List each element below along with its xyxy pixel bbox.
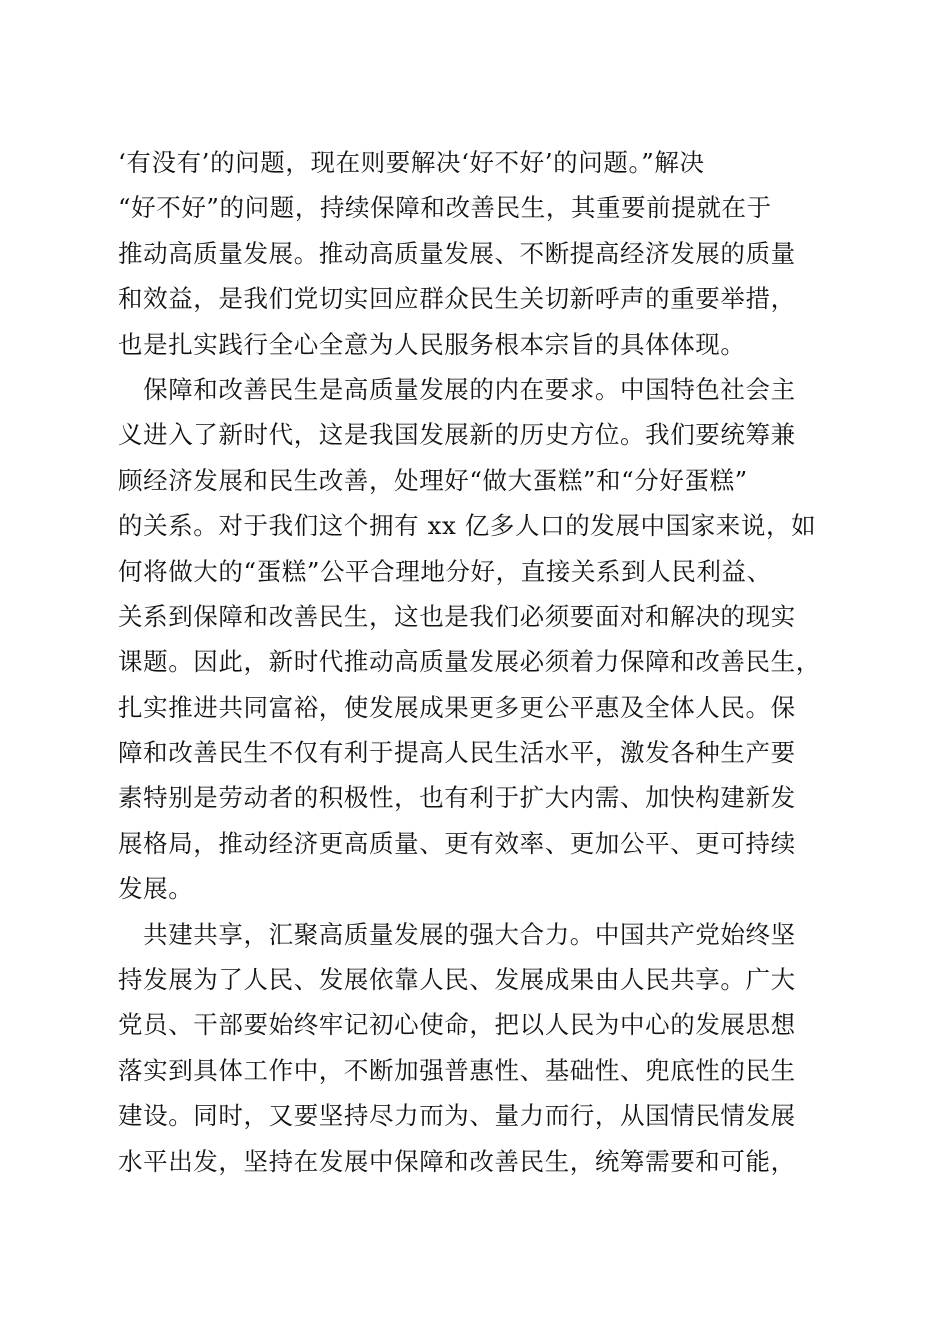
text-line: “好不好”的问题，持续保障和改善民生，其重要前提就在于 bbox=[118, 193, 772, 223]
text-line: 义进入了新时代，这是我国发展新的历史方位。我们要统筹兼 bbox=[118, 420, 796, 450]
text-line: 发展。 bbox=[118, 874, 194, 904]
text-line: 课题。因此，新时代推动高质量发展必须着力保障和改善民生， bbox=[118, 647, 821, 677]
text-line: 共建共享，汇聚高质量发展的强大合力。中国共产党始终坚 bbox=[118, 919, 796, 949]
text-line: 障和改善民生不仅有利于提高人民生活水平，激发各种生产要 bbox=[118, 738, 796, 768]
text-line: 关系到保障和改善民生，这也是我们必须要面对和解决的现实 bbox=[118, 601, 796, 631]
text-line: 的关系。对于我们这个拥有 xx 亿多人口的发展中国家来说，如 bbox=[118, 511, 817, 541]
text-line: 和效益，是我们党切实回应群众民生关切新呼声的重要举措， bbox=[118, 284, 796, 314]
text-line: 建设。同时，又要坚持尽力而为、量力而行，从国情民情发展 bbox=[118, 1101, 796, 1131]
text-line: 推动高质量发展。推动高质量发展、不断提高经济发展的质量 bbox=[118, 238, 796, 268]
text-line: 扎实推进共同富裕，使发展成果更多更公平惠及全体人民。保 bbox=[118, 692, 796, 722]
text-line: 党员、干部要始终牢记初心使命，把以人民为中心的发展思想 bbox=[118, 1010, 796, 1040]
text-line: 持发展为了人民、发展依靠人民、发展成果由人民共享。广大 bbox=[118, 965, 796, 995]
text-line: 素特别是劳动者的积极性，也有利于扩大内需、加快构建新发 bbox=[118, 783, 796, 813]
text-line: 展格局，推动经济更高质量、更有效率、更加公平、更可持续 bbox=[118, 828, 796, 858]
text-line: 水平出发，坚持在发展中保障和改善民生，统筹需要和可能， bbox=[118, 1146, 796, 1176]
text-line: 落实到具体工作中，不断加强普惠性、基础性、兜底性的民生 bbox=[118, 1055, 796, 1085]
text-line: 何将做大的“蛋糕”公平合理地分好，直接关系到人民利益、 bbox=[118, 556, 772, 586]
text-line: 保障和改善民生是高质量发展的内在要求。中国特色社会主 bbox=[118, 374, 796, 404]
text-line: ‘有没有’的问题，现在则要解决‘好不好’的问题。”解决 bbox=[118, 148, 705, 177]
text-line: 也是扎实践行全心全意为人民服务根本宗旨的具体体现。 bbox=[118, 329, 746, 359]
body-text bbox=[118, 140, 838, 1184]
text-line: 顾经济发展和民生改善，处理好“做大蛋糕”和“分好蛋糕” bbox=[118, 465, 748, 495]
